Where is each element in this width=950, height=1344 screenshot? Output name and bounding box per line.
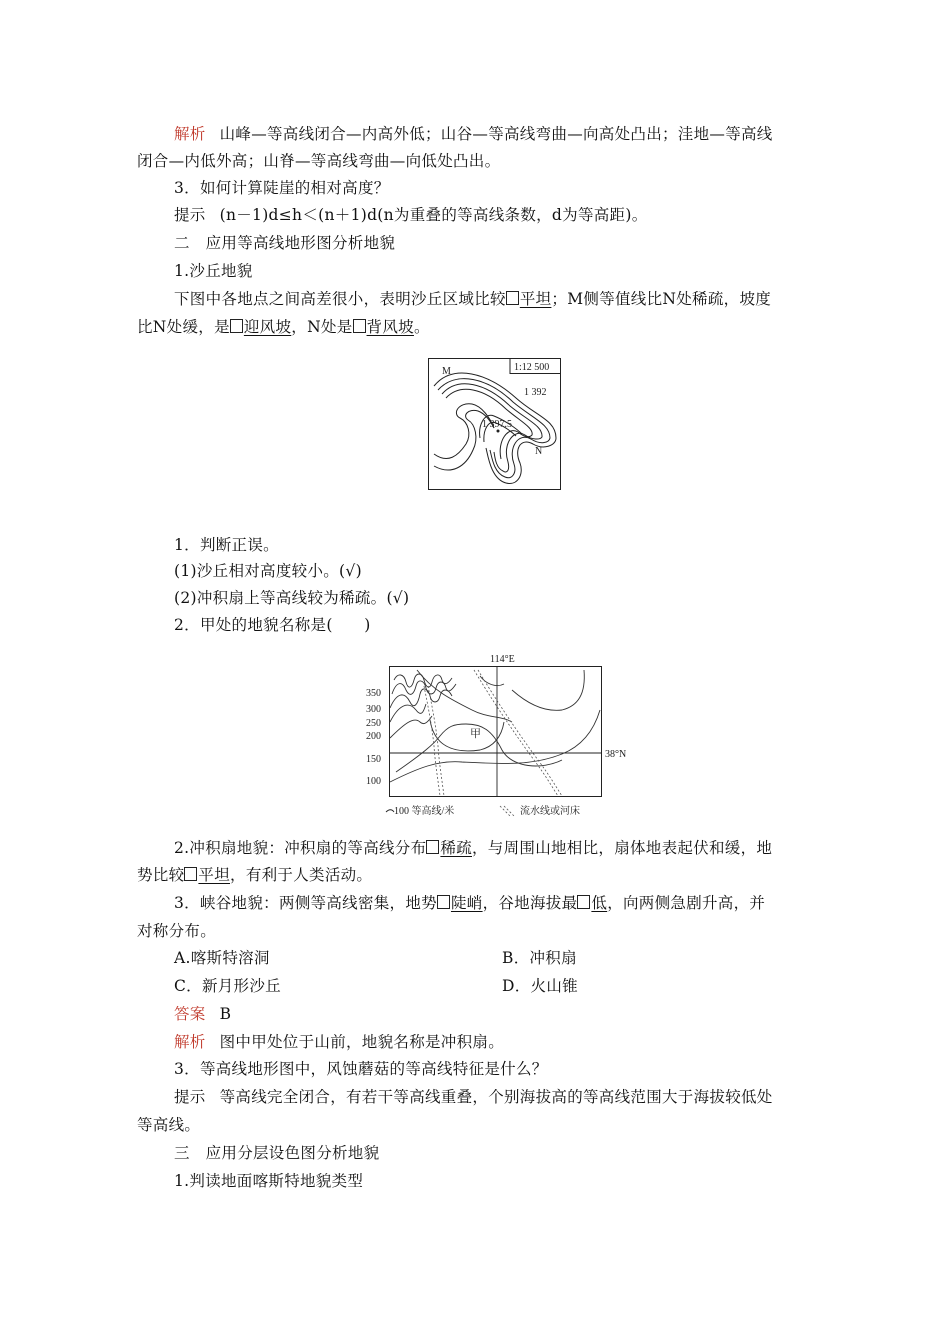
blank-answer (437, 894, 483, 912)
text-run: 势比较 (137, 866, 185, 884)
jiexi-line-2: 闭合—内低外高；山脊—等高线弯曲—向低处凸出。 (137, 152, 501, 170)
legend-contour-label: 100 等高线/米 (394, 806, 455, 817)
text-run: ，向两侧急剧升高，并 (607, 894, 766, 912)
text-run: 。 (413, 318, 430, 336)
answer-text: 平坦 (519, 290, 552, 308)
map-frame (390, 667, 602, 797)
tishi-line (174, 205, 814, 225)
blank-answer (506, 290, 552, 308)
question-3: 3．如何计算陡崖的相对高度？ (174, 179, 390, 197)
legend-river-symbol (500, 806, 514, 816)
answer-jiexi-line (174, 1032, 814, 1052)
quiz-q1-2: (2)冲积扇上等高线较为稀疏。(√) (174, 589, 410, 607)
answer-label: 答案 (174, 1005, 206, 1023)
blank-box (426, 840, 439, 854)
contour-label-1392: 1 392 (524, 387, 547, 398)
blank-answer (577, 894, 607, 912)
sand-dune-subheading: 1.沙丘地貌 (174, 262, 253, 280)
tick-200: 200 (366, 731, 381, 742)
answer-text: 背风坡 (366, 318, 414, 336)
place-label-jia: 甲 (470, 728, 481, 740)
option-d: D．火山锥 (502, 977, 578, 995)
scale-text: 1:12 500 (514, 362, 550, 373)
tishi-label: 提示 (174, 206, 206, 224)
text-run: ，与周围山地相比，扇体地表起伏和缓，地 (472, 839, 773, 857)
fan-para-1 (174, 838, 814, 858)
answer-text: 稀疏 (440, 839, 472, 857)
text-run: 比N处缓，是 (137, 318, 230, 336)
question-3-mushroom: 3．等高线地形图中，风蚀蘑菇的等高线特征是什么？ (174, 1060, 548, 1078)
tick-250: 250 (366, 718, 381, 729)
legend-river-label: 流水线或河床 (520, 806, 580, 817)
tick-150: 150 (366, 754, 381, 765)
tick-350: 350 (366, 688, 381, 699)
option-b: B．冲积扇 (502, 949, 577, 967)
dune-para-1 (174, 289, 814, 309)
blank-answer (426, 839, 472, 857)
answer-line (174, 1004, 814, 1024)
tick-300: 300 (366, 704, 381, 715)
text-run: ，谷地海拔最 (482, 894, 578, 912)
option-a: A.喀斯特溶洞 (174, 949, 270, 967)
label-n: N (535, 446, 543, 457)
alluvial-fan-map (362, 650, 627, 822)
gorge-para-2: 对称分布。 (137, 922, 217, 940)
jiexi-label: 解析 (174, 125, 206, 143)
jiexi-text: 山峰—等高线闭合—内高外低；山谷—等高线弯曲—向高处凸出；洼地—等高线 (219, 125, 773, 143)
elevation-ticks (366, 688, 381, 787)
answer-text: 平坦 (198, 866, 231, 884)
tishi-line-2 (174, 1087, 814, 1107)
text-run: 下图中各地点之间高差很小，表明沙丘区域比较 (174, 290, 506, 308)
peak-label: 1 397.5 (482, 419, 512, 430)
quiz-q2: 2．甲处的地貌名称是( ) (174, 616, 371, 634)
blank-box (506, 291, 519, 305)
fan-para-2 (137, 865, 817, 885)
section-2-heading: 二 应用等高线地形图分析地貌 (174, 234, 396, 252)
jiexi-text: 图中甲处位于山前，地貌名称是冲积扇。 (219, 1033, 505, 1051)
tishi-label: 提示 (174, 1088, 206, 1106)
quiz-q1-1: (1)沙丘相对高度较小。(√) (174, 562, 362, 580)
latitude-label: 38°N (605, 749, 627, 760)
tishi-text: 等高线完全闭合，有若干等高线重叠，个别海拔高的等高线范围大于海拔较低处 (219, 1088, 773, 1106)
legend-contour-symbol (386, 810, 394, 812)
text-run: 2.冲积扇地貌：冲积扇的等高线分布 (174, 839, 427, 857)
tishi-line-2-cont: 等高线。 (137, 1116, 201, 1134)
answer-text: 迎风坡 (243, 318, 292, 336)
label-m: M (442, 366, 451, 377)
blank-answer (230, 318, 291, 336)
section-3-heading: 三 应用分层设色图分析地貌 (174, 1144, 380, 1162)
text-run: 3．峡谷地貌：两侧等高线密集，地势 (174, 894, 437, 912)
tick-100: 100 (366, 776, 381, 787)
sand-dune-contour-map (428, 358, 562, 491)
dune-para-2 (137, 317, 817, 337)
blank-box (230, 319, 243, 333)
jiexi-line-1 (174, 124, 814, 144)
karst-subheading: 1.判读地面喀斯特地貌类型 (174, 1172, 364, 1190)
text-run: ，有利于人类活动。 (230, 866, 373, 884)
blank-box (437, 895, 450, 909)
text-run: ，N处是 (291, 318, 353, 336)
blank-box (577, 895, 590, 909)
gorge-para-1 (174, 893, 814, 913)
text-run: ；M侧等值线比N处稀疏，坡度 (551, 290, 772, 308)
blank-answer (184, 866, 230, 884)
blank-box (184, 867, 197, 881)
quiz-q1: 1．判断正误。 (174, 536, 279, 554)
answer-text: 陡峭 (450, 894, 483, 912)
longitude-label: 114°E (490, 654, 515, 665)
jiexi-label: 解析 (174, 1033, 206, 1051)
answer-text: 低 (591, 894, 608, 912)
blank-box (353, 319, 366, 333)
answer-value: B (219, 1005, 232, 1023)
blank-answer (353, 318, 414, 336)
option-c: C．新月形沙丘 (174, 977, 281, 995)
tishi-text: (n－1)d≤h＜(n＋1)d(n为重叠的等高线条数，d为等高距)。 (219, 206, 648, 224)
